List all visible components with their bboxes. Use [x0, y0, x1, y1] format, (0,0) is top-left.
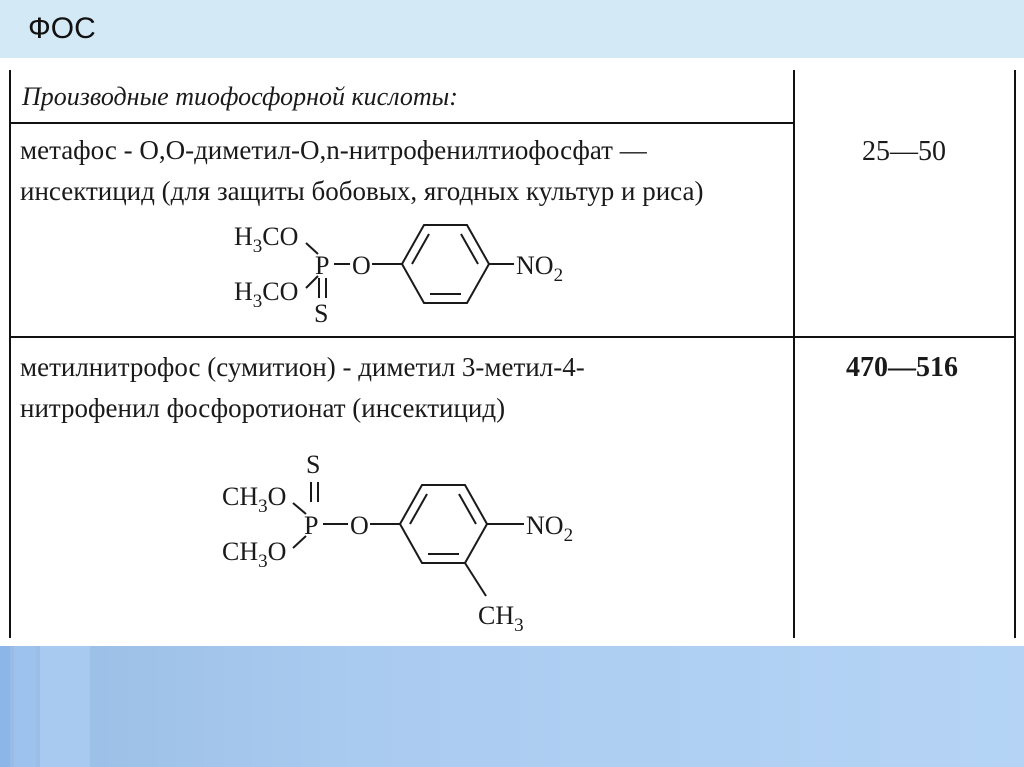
footer-band: [0, 646, 1024, 767]
row2-formula-phosphorus: P: [304, 511, 319, 540]
row2-formula-sulfur: S: [306, 450, 321, 479]
row2-value: 470—516: [846, 352, 958, 383]
row2-formula-oxygen: O: [350, 511, 369, 540]
slide-title: ФОС: [28, 12, 96, 45]
row1-description-line1: метафос - О,О-диметил-О,n-нитрофенилтиофосфат —: [20, 135, 647, 165]
row2-benzene-ring: [400, 485, 487, 563]
footer-stripe-1: [0, 646, 10, 767]
footer-stripe-3: [40, 646, 90, 767]
row1-value: 25—50: [862, 136, 946, 167]
row1-formula-phosphorus: P: [315, 251, 330, 280]
section-header: Производные тиофосфорной кислоты:: [22, 82, 458, 111]
row2-formula-ch3o-top: $CH_3O$: [222, 482, 287, 517]
row1-formula-oxygen: O: [352, 251, 371, 280]
row2-description-line2: нитрофенил фосфоротионат (инсектицид): [20, 393, 506, 423]
row1-formula-h3co-bottom: $H_3CO$: [234, 277, 299, 312]
row1-description-line2: инсектицид (для защиты бобовых, ягодных культур и риса): [20, 176, 704, 206]
row1-formula-sulfur: S: [314, 299, 329, 328]
row1-formula-nitro: $NO_2$: [516, 251, 564, 286]
row2-formula-methyl: $CH_3$: [478, 601, 524, 636]
row2-bond-ring-ch3: [465, 563, 486, 596]
row2-formula-ch3o-bottom: $CH_3O$: [222, 537, 287, 572]
row2-description-line1: метилнитрофос (сумитион) - диметил 3-метил-4-: [20, 352, 585, 382]
footer-stripe-2: [14, 646, 36, 767]
row2-ring-inner-1: [410, 494, 427, 524]
row1-formula-h3co-top: $H_3CO$: [234, 222, 299, 257]
row2-formula-nitro: $NO_2$: [526, 511, 574, 546]
